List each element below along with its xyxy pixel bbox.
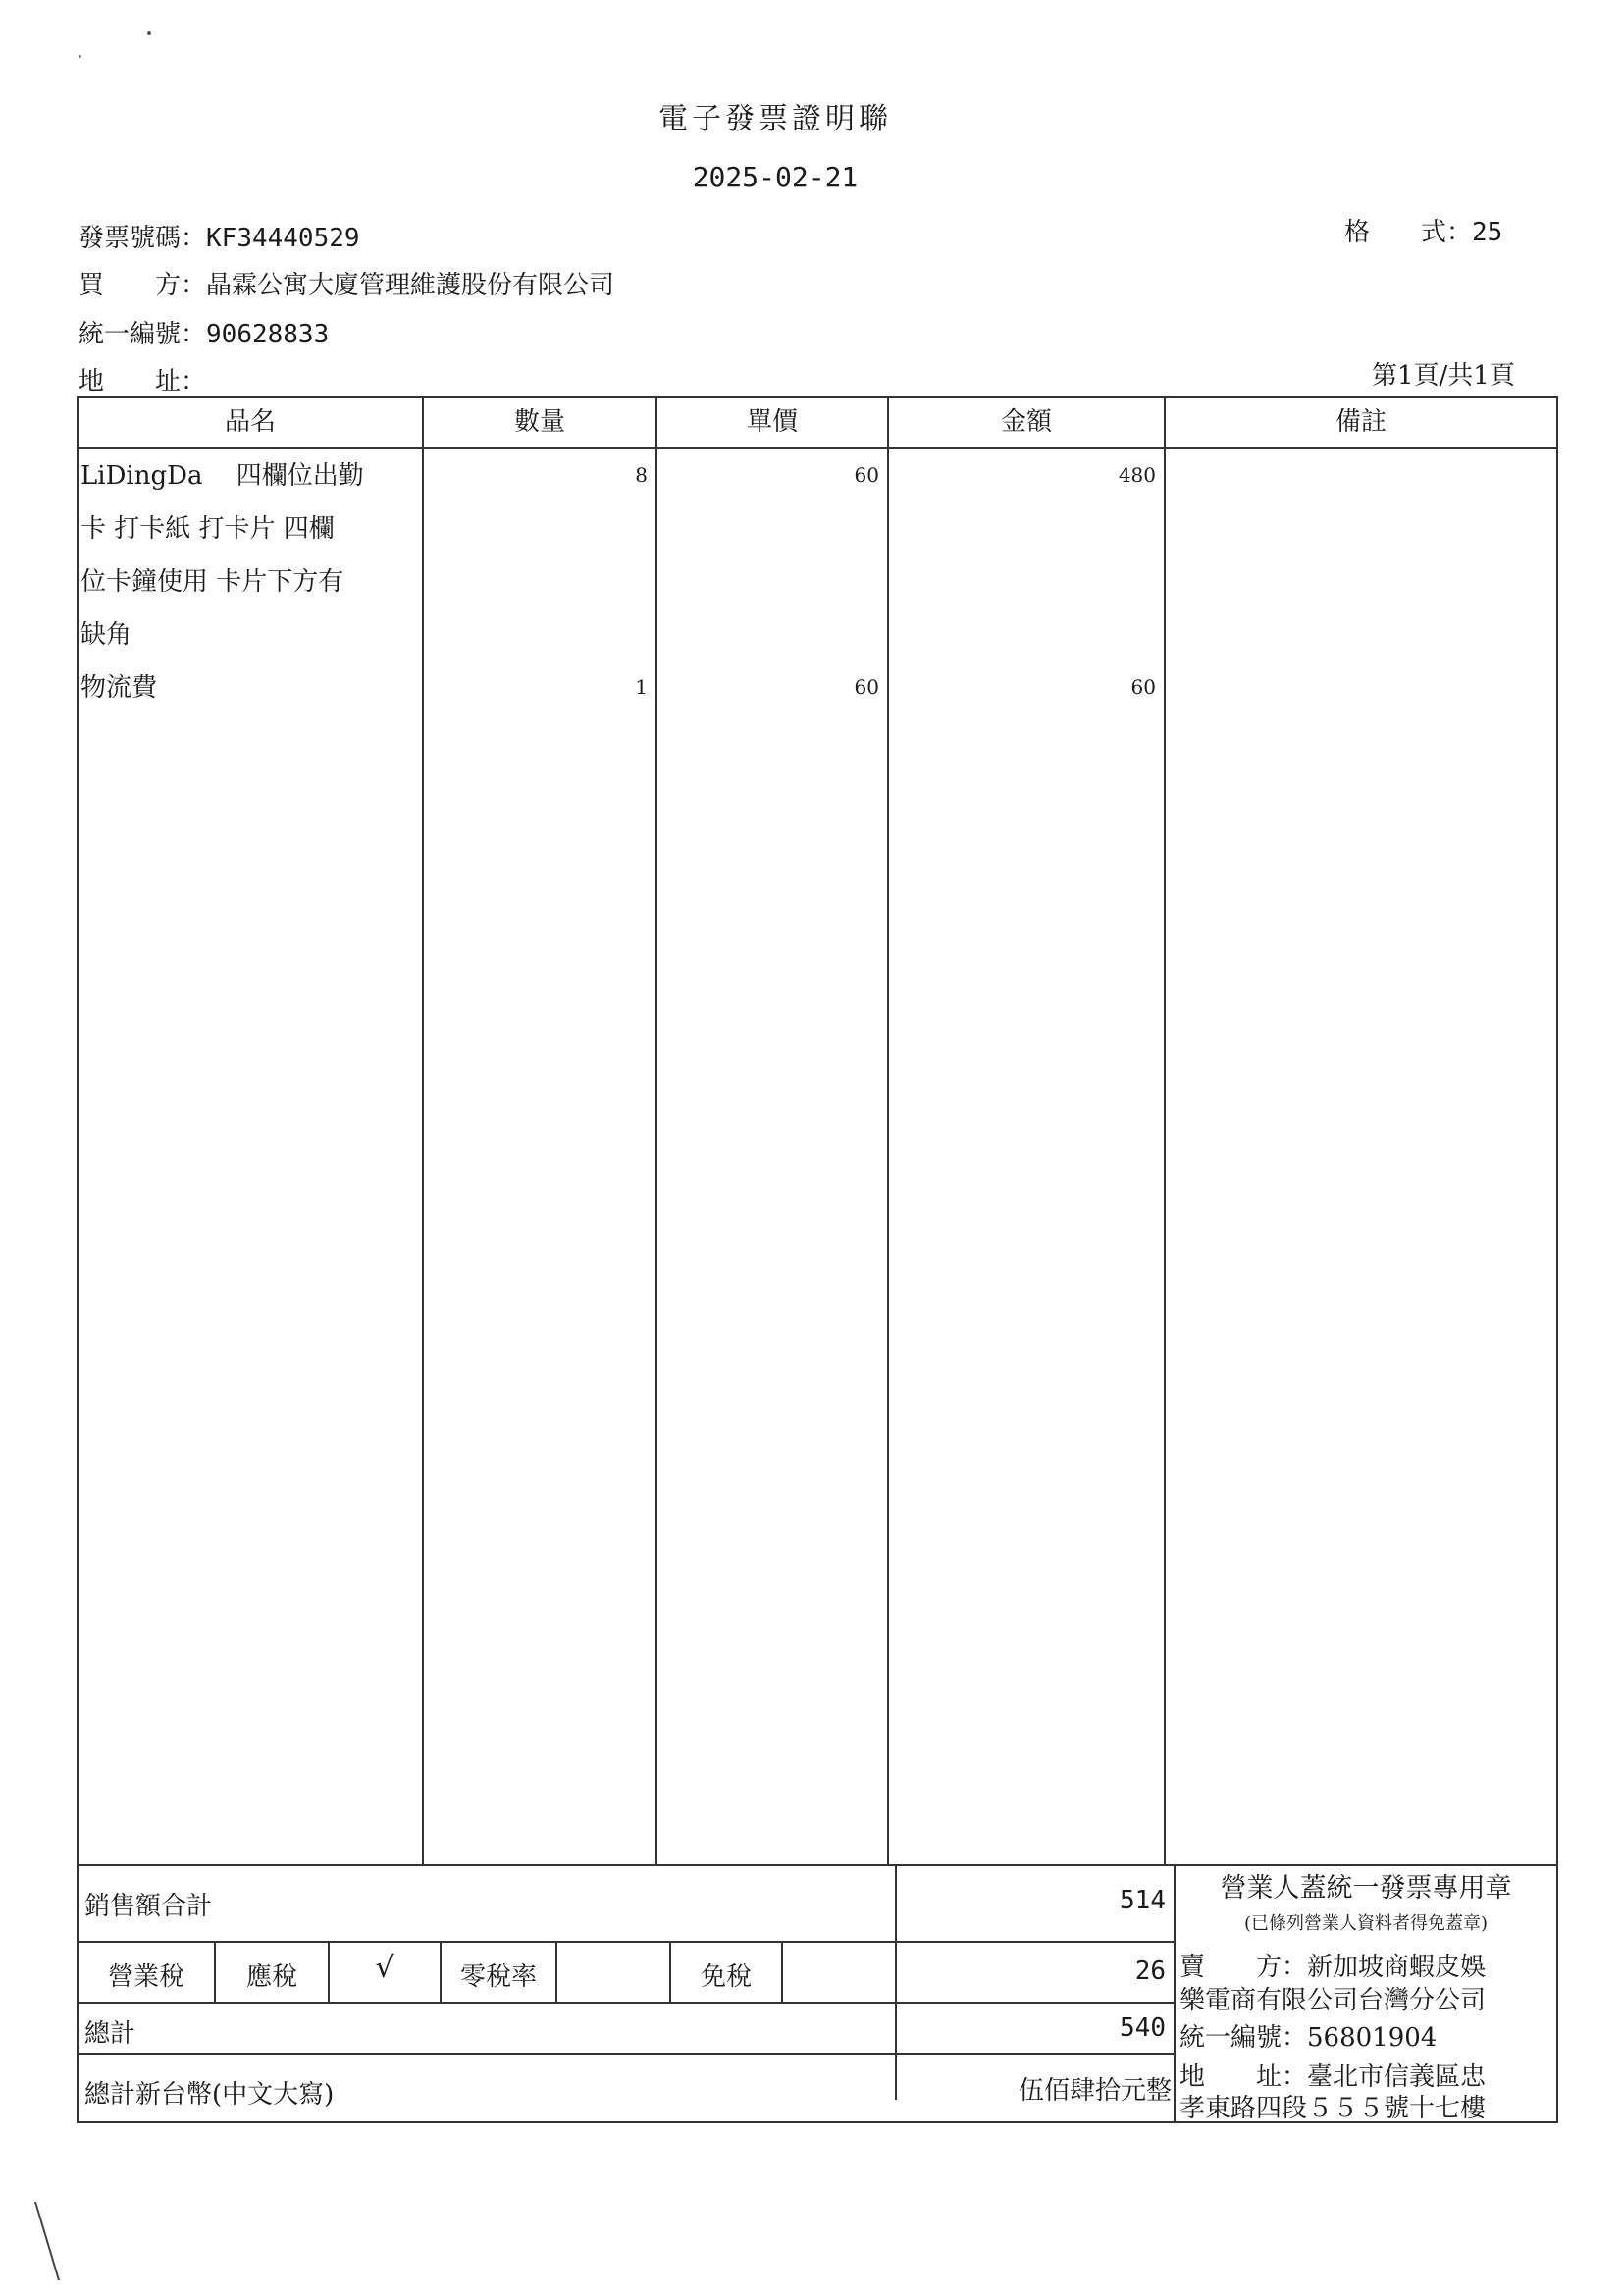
col-header-qty: 數量: [513, 407, 565, 437]
zero-rate-label: 零稅率: [459, 1962, 537, 1992]
col-header-unit-price: 單價: [746, 407, 798, 437]
seller-address-line: 孝東路四段５５５號十七樓: [1179, 2094, 1487, 2123]
seller-name-line: 樂電商有限公司台灣分公司: [1179, 1986, 1487, 2015]
item-name-line: 物流費: [80, 673, 158, 703]
item-name-line: LiDingDa 四欄位出勤: [80, 461, 364, 491]
page-info: 第1頁/共1頁: [1372, 361, 1515, 391]
seller-name-line: 賣 方：新加坡商蝦皮娛: [1179, 1953, 1487, 1982]
invoice-number-label: 發票號碼：: [79, 224, 207, 253]
item-name-line: 卡 打卡紙 打卡片 四欄: [80, 514, 335, 544]
col-divider-4: [1164, 396, 1166, 1864]
scan-speck: [147, 31, 151, 35]
invoice-number-row: [79, 218, 360, 254]
table-row-item-name: [80, 661, 414, 714]
taxable-label: 應稅: [245, 1962, 297, 1992]
sales-total-value: 514: [1120, 1886, 1166, 1915]
totals-rule-3: [77, 2053, 1176, 2055]
item-amount: 480: [1118, 463, 1156, 487]
item-name-line: 位卡鐘使用 卡片下方有: [80, 567, 344, 597]
col-divider-3: [887, 396, 889, 1864]
tax-label: 營業稅: [107, 1962, 184, 1992]
buyer-label: 買 方：: [79, 271, 207, 300]
item-name-line: 缺角: [80, 620, 132, 650]
tax-id: 90628833: [206, 320, 330, 349]
seller-address-line: 地 址：臺北市信義區忠: [1179, 2062, 1487, 2092]
item-qty: 8: [635, 463, 648, 487]
document-date: 2025-02-21: [692, 161, 859, 193]
sales-total-label: 銷售額合計: [84, 1892, 213, 1921]
buyer-row: [79, 265, 614, 301]
document-title: 電子發票證明聯: [658, 102, 892, 136]
col-header-note: 備註: [1335, 407, 1387, 437]
totals-rule-1: [77, 1941, 1176, 1943]
invoice-number: KF34440529: [206, 224, 360, 253]
item-unit-price: 60: [854, 675, 879, 699]
col-divider-2: [655, 396, 657, 1864]
totals-rule-2: [77, 2002, 1176, 2004]
taxable-check-mark: √: [375, 1951, 394, 1985]
buyer-name: 晶霖公寓大廈管理維護股份有限公司: [206, 271, 615, 300]
exempt-label: 免稅: [700, 1962, 752, 1992]
item-qty: 1: [635, 675, 648, 699]
tax-amount-value: 26: [1134, 1957, 1166, 1986]
grand-total-value: 540: [1120, 2013, 1166, 2043]
format-label: 格 式：: [1344, 218, 1473, 247]
table-row-item-name: [80, 449, 414, 661]
item-amount: 60: [1130, 675, 1156, 699]
format-row: [1344, 212, 1502, 248]
table-border-top: [77, 396, 1558, 398]
stamp-note: (已條列營業人資料者得免蓋章): [1243, 1913, 1489, 1934]
chinese-total-value: 伍佰肆拾元整: [1018, 2076, 1172, 2106]
format-value: 25: [1472, 218, 1503, 247]
address-row: [79, 361, 206, 397]
col-header-name: 品名: [224, 407, 276, 437]
seller-tax-id: 統一編號：56801904: [1179, 2023, 1438, 2053]
tax-cell-divider: [555, 1941, 557, 2002]
tax-id-label: 統一編號：: [79, 320, 207, 349]
grand-total-label: 總計: [84, 2019, 136, 2049]
scan-stroke: [29, 2198, 69, 2286]
stamp-title: 營業人蓋統一發票專用章: [1220, 1873, 1512, 1904]
col-header-amount: 金額: [1000, 407, 1052, 437]
tax-id-row: [79, 314, 329, 350]
tax-cell-divider: [781, 1941, 783, 2002]
item-unit-price: 60: [854, 463, 879, 487]
address-label: 地 址：: [79, 367, 207, 396]
chinese-total-label: 總計新台幣(中文大寫): [84, 2080, 335, 2110]
scan-speck: [79, 55, 81, 58]
col-divider-1: [422, 396, 424, 1864]
